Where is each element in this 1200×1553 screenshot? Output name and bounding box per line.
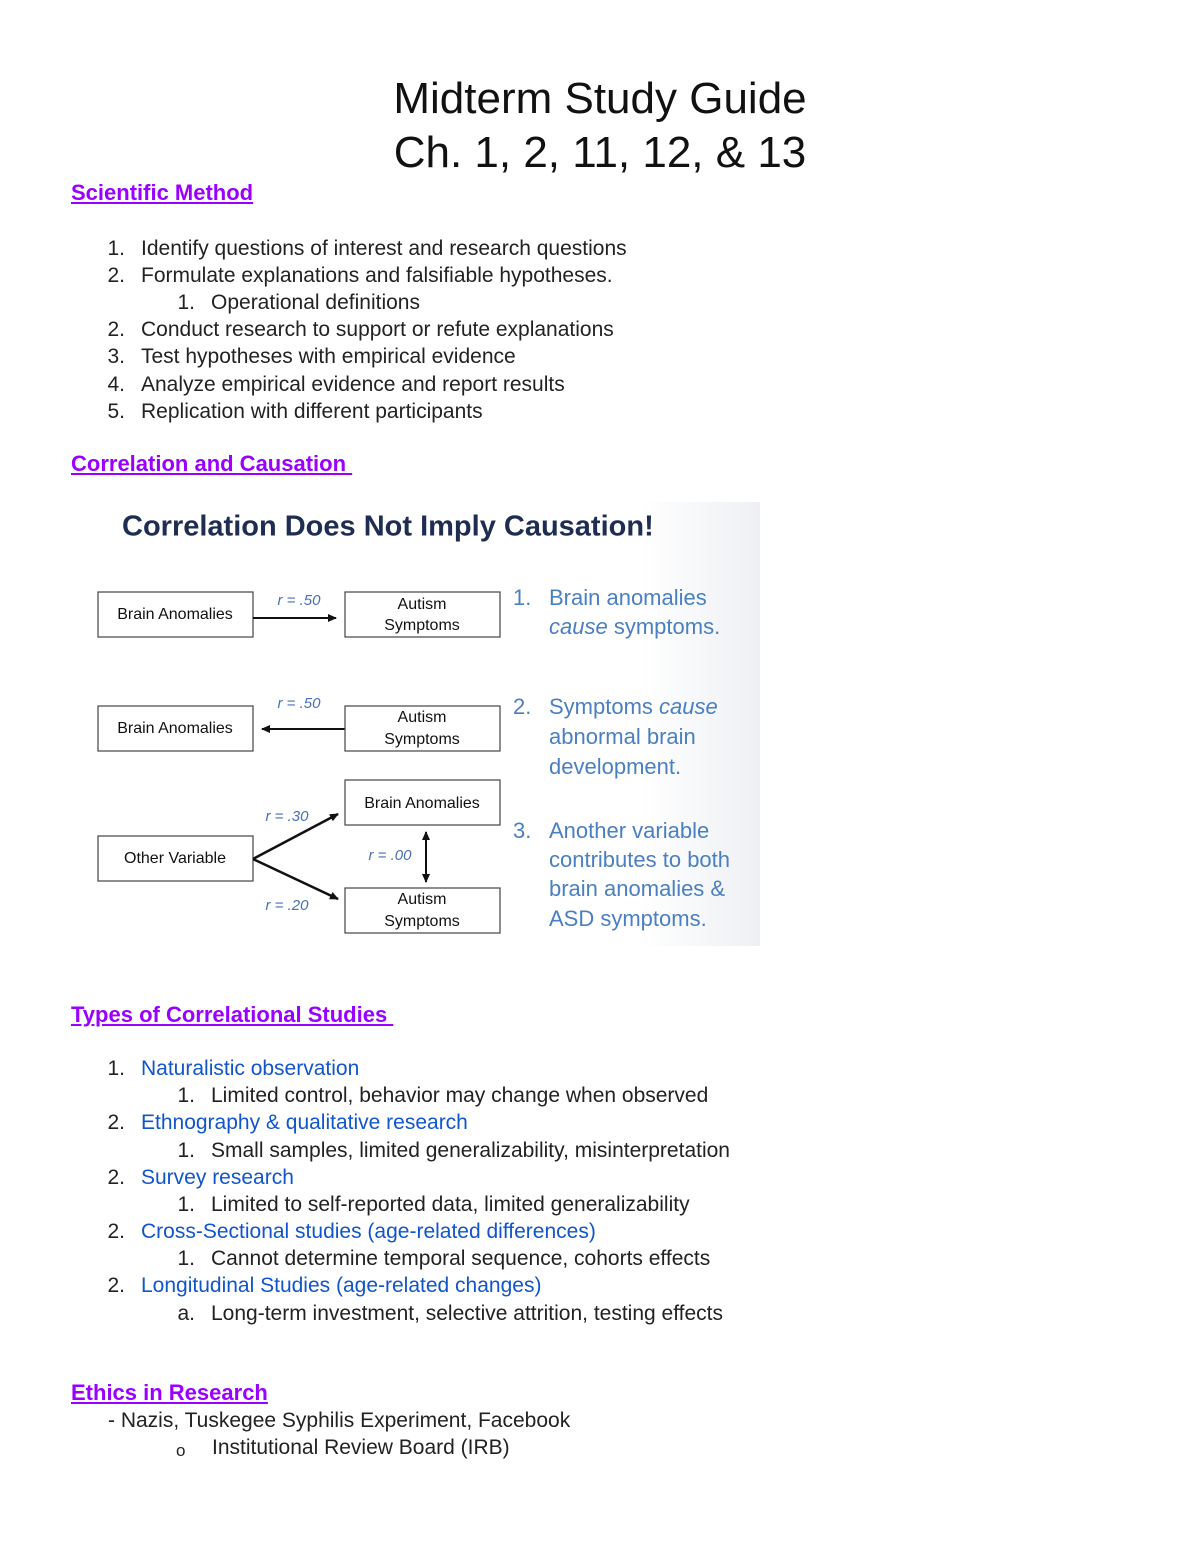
list-marker: 1. [177, 1193, 195, 1216]
label-autism: Autism [397, 596, 447, 614]
list-marker: 1. [177, 291, 195, 314]
explanation-text: abnormal brain [549, 723, 696, 749]
correlation-diagram [92, 502, 760, 946]
list-text: Conduct research to support or refute explanations [141, 318, 614, 341]
explanation-text: brain anomalies & [549, 875, 726, 901]
explanation-start: Symptoms [549, 693, 660, 719]
label-autism: Autism [397, 709, 447, 727]
label-other-variable: Other Variable [124, 850, 226, 868]
r-label: r = .20 [265, 896, 309, 914]
list-marker: 2. [107, 318, 125, 341]
explanation-text [549, 614, 720, 639]
list-marker: 2. [107, 1111, 125, 1134]
list-marker: 2. [107, 1274, 125, 1297]
explanation-number: 1. [513, 584, 532, 610]
explanation-emphasis: cause [549, 613, 608, 639]
list-text: Ethnography & qualitative research [141, 1111, 468, 1134]
explanation-text [549, 694, 718, 719]
label-symptoms: Symptoms [384, 731, 460, 749]
page-title-line1: Midterm Study Guide [393, 74, 807, 123]
list-text: Longitudinal Studies (age-related changes) [141, 1274, 542, 1297]
list-marker: 1. [177, 1139, 195, 1162]
list-text: Long-term investment, selective attrition, testing effects [211, 1302, 724, 1325]
label-brain-anomalies: Brain Anomalies [364, 795, 480, 813]
list-text: Limited control, behavior may change when observed [211, 1084, 709, 1107]
list-text: Analyze empirical evidence and report results [141, 373, 565, 396]
label-brain-anomalies: Brain Anomalies [117, 606, 233, 624]
list-text: Small samples, limited generalizability, misinterpretation [211, 1139, 730, 1162]
list-marker: 1. [177, 1084, 195, 1107]
list-text: Test hypotheses with empirical evidence [141, 345, 516, 368]
list-marker: 2. [107, 264, 125, 287]
label-symptoms: Symptoms [384, 617, 460, 635]
heading-scientific-method[interactable]: Scientific Method [71, 180, 254, 205]
list-text: Survey research [141, 1166, 294, 1189]
explanation-text: contributes to both [549, 846, 731, 872]
list-marker: 4. [107, 373, 125, 396]
list-marker: 1. [177, 1247, 195, 1270]
list-marker: 2. [107, 1166, 125, 1189]
page-title-line2: Ch. 1, 2, 11, 12, & 13 [393, 128, 807, 177]
list-text: Replication with different participants [141, 400, 483, 423]
list-marker: 1. [107, 237, 125, 260]
list-text: Operational definitions [211, 291, 420, 314]
r-label: r = .00 [368, 846, 412, 864]
list-marker: 3. [107, 345, 125, 368]
list-text: Limited to self-reported data, limited generalizability [211, 1193, 690, 1216]
list-text: Institutional Review Board (IRB) [212, 1436, 510, 1459]
list-marker: 2. [107, 1220, 125, 1243]
explanation-number: 3. [513, 817, 532, 843]
heading-ethics-in-research[interactable]: Ethics in Research [71, 1380, 268, 1405]
list-text: Naturalistic observation [141, 1057, 360, 1080]
label-symptoms: Symptoms [384, 913, 460, 931]
r-label: r = .50 [277, 694, 321, 712]
explanation-emphasis: cause [659, 693, 718, 719]
bullet-icon: o [176, 1441, 186, 1460]
explanation-text: ASD symptoms. [549, 905, 707, 931]
correlation-diagram-svg [92, 502, 760, 946]
diagram-title: Correlation Does Not Imply Causation! [122, 510, 654, 543]
explanation-text: Another variable [549, 817, 710, 843]
list-marker: a. [177, 1302, 195, 1325]
heading-types-of-correlational-studies[interactable]: Types of Correlational Studies [71, 1002, 394, 1027]
explanation-number: 2. [513, 693, 532, 719]
list-marker: 5. [107, 400, 125, 423]
list-text: Identify questions of interest and research questions [141, 237, 627, 260]
explanation-text: development. [549, 753, 682, 779]
heading-correlation-causation[interactable]: Correlation and Causation [71, 451, 353, 476]
list-text: Formulate explanations and falsifiable hypotheses. [141, 264, 613, 287]
label-autism: Autism [397, 891, 447, 909]
r-label: r = .30 [265, 807, 309, 825]
list-text: Cross-Sectional studies (age-related differences) [141, 1220, 596, 1243]
page-title [0, 72, 1200, 180]
label-brain-anomalies: Brain Anomalies [117, 720, 233, 738]
explanation-text: Brain anomalies [549, 584, 707, 610]
list-marker: 1. [107, 1057, 125, 1080]
r-label: r = .50 [277, 591, 321, 609]
ethics-line: - Nazis, Tuskegee Syphilis Experiment, Facebook [108, 1409, 571, 1432]
list-text: Cannot determine temporal sequence, cohorts effects [211, 1247, 711, 1270]
explanation-rest: symptoms. [607, 613, 721, 639]
